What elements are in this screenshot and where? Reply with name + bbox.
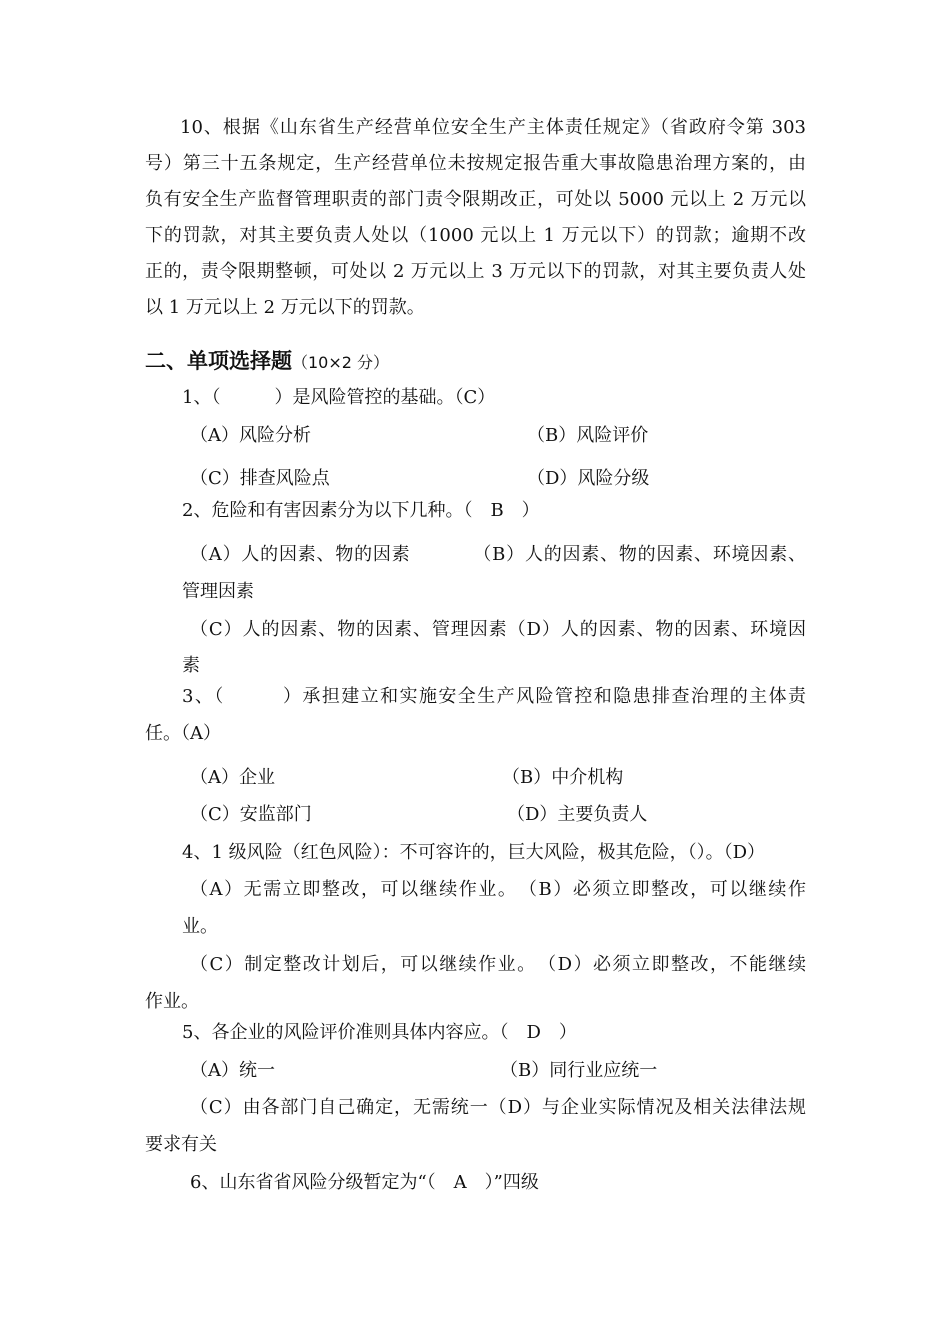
section-title: 二、单项选择题 — [145, 349, 292, 373]
option-a: （A）风险分析 — [190, 425, 311, 446]
text-line: 号）第三十五条规定，生产经营单位未按规定报告重大事故隐患治理方案的，由 — [145, 153, 806, 174]
options-ab: （A）人的因素、物的因素 （B）人的因素、物的因素、环境因素、 — [190, 544, 806, 565]
option-c: （C）安监部门 — [190, 804, 312, 825]
text-line: 正的，责令限期整顿，可处以 2 万元以上 3 万元以下的罚款，对其主要负责人处 — [145, 261, 806, 282]
text-line: 10、根据《山东省生产经营单位安全生产主体责任规定》（省政府令第 303 — [180, 117, 806, 138]
question-stem: 2、危险和有害因素分为以下几种。（ B ） — [182, 500, 540, 521]
section-score: （10×2 分） — [292, 353, 390, 372]
option-b: （B）风险评价 — [527, 425, 649, 446]
options-cd-cont: 要求有关 — [145, 1134, 217, 1155]
options-ab-cont: 业。 — [182, 916, 218, 937]
options-cd: （C）制定整改计划后，可以继续作业。 （D）必须立即整改，不能继续 — [190, 954, 806, 975]
options-cd: （C）人的因素、物的因素、管理因素（D）人的因素、物的因素、环境因 — [190, 619, 806, 640]
options-cd-cont: 素 — [182, 655, 200, 676]
question-stem: 5、各企业的风险评价准则具体内容应。（ D ） — [182, 1022, 577, 1043]
options-cd-cont: 作业。 — [145, 991, 199, 1012]
question-stem: 1、（ ）是风险管控的基础。（C） — [182, 387, 496, 408]
option-a: （A）统一 — [190, 1060, 275, 1081]
option-b: （B）中介机构 — [502, 767, 624, 788]
text-line: 下的罚款，对其主要负责人处以（1000 元以上 1 万元以下）的罚款；逾期不改 — [145, 225, 806, 246]
options-cd: （C）由各部门自己确定，无需统一（D）与企业实际情况及相关法律法规 — [190, 1097, 806, 1118]
question-stem: 4、1 级风险（红色风险）：不可容许的，巨大风险，极其危险，（）。（D） — [182, 842, 766, 863]
text-line: 以 1 万元以上 2 万元以下的罚款。 — [145, 297, 425, 318]
option-d: （D）主要负责人 — [507, 804, 648, 825]
section-heading — [145, 347, 389, 377]
option-a: （A）企业 — [190, 767, 275, 788]
option-b: （B）同行业应统一 — [500, 1060, 658, 1081]
question-stem-cont: 任。（A） — [145, 723, 221, 744]
options-ab-cont: 管理因素 — [182, 581, 254, 602]
question-stem: 3、（ ）承担建立和实施安全生产风险管控和隐患排查治理的主体责 — [182, 686, 806, 707]
question-stem: 6、山东省省风险分级暂定为“（ A ）”四级 — [190, 1172, 539, 1193]
options-ab: （A）无需立即整改，可以继续作业。 （B）必须立即整改，可以继续作 — [190, 879, 806, 900]
option-c: （C）排查风险点 — [190, 468, 330, 489]
text-line: 负有安全生产监督管理职责的部门责令限期改正，可处以 5000 元以上 2 万元以 — [145, 189, 806, 210]
option-d: （D）风险分级 — [527, 468, 650, 489]
